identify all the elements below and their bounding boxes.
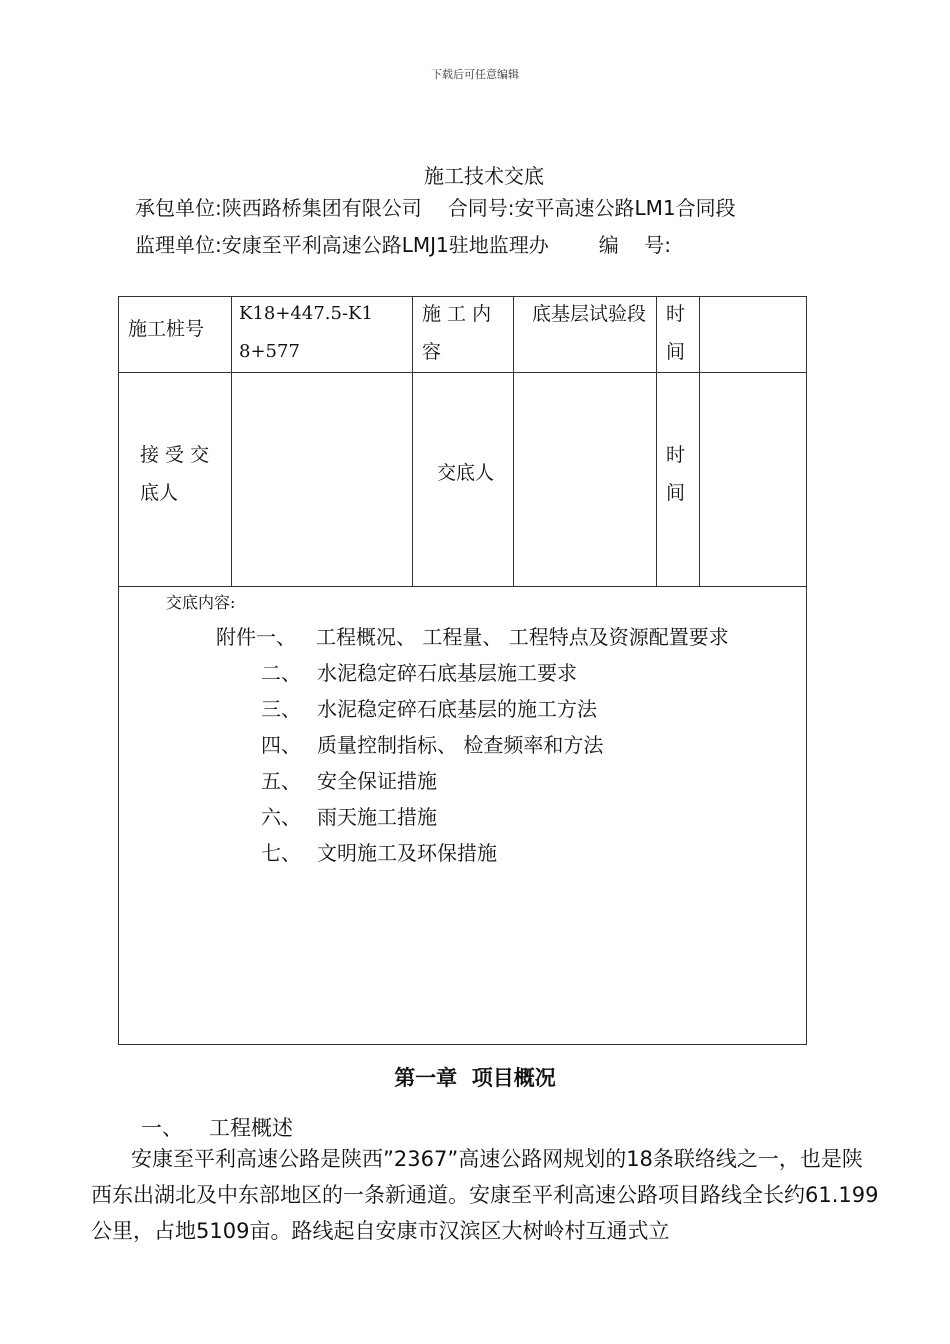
supervisor-value: 安康至平利高速公路LMJ1驻地监理办	[221, 233, 549, 257]
content-value: 底基层试验段	[532, 303, 647, 325]
list-item: 附件一、 工程概况、 工程量、 工程特点及资源配置要求	[216, 625, 729, 649]
number-label: 编 号:	[598, 233, 671, 257]
table-row-divider	[118, 372, 807, 373]
table-col-divider	[699, 296, 700, 586]
list-item: 二、 水泥稳定碎石底基层施工要求	[261, 661, 577, 685]
supervisor-label: 监理单位:	[135, 233, 222, 257]
contract-no-label: 合同号:	[447, 196, 515, 220]
table-col-divider	[412, 296, 413, 586]
document-title: 施工技术交底	[424, 164, 544, 188]
table-col-divider	[513, 296, 514, 586]
contractor-label: 承包单位:	[135, 196, 222, 220]
table-border-bottom	[118, 1044, 807, 1045]
content-label: 施 工 内 容	[422, 303, 492, 363]
header-line-contractor	[135, 192, 736, 221]
page-banner: 下载后可任意编辑	[431, 68, 519, 81]
list-item: 七、 文明施工及环保措施	[261, 841, 497, 865]
body-paragraph: 安康至平利高速公路是陕西”2367”高速公路网规划的18条联络线之一，也是陕西东出湖北及中东部地区的一条新通道。安康至平利高速公路项目路线全长约61.199公里，占地5109亩。路线起自安康市汉滨区大树岭村互通式立	[91, 1147, 879, 1243]
receiver-label: 接 受 交 底人	[140, 444, 210, 504]
discloser-label: 交底人	[437, 462, 495, 484]
header-line-supervisor	[135, 229, 671, 258]
disclosure-content-label: 交底内容:	[166, 593, 236, 612]
station-value: K18+447.5-K18+577	[239, 303, 373, 362]
chapter-title: 第一章 项目概况	[394, 1066, 556, 1090]
disclosure-form-table	[118, 296, 807, 1045]
table-col-divider	[231, 296, 232, 586]
station-label: 施工桩号	[128, 318, 205, 340]
time-label: 时间	[666, 303, 686, 363]
list-item: 五、 安全保证措施	[261, 769, 437, 793]
list-item: 三、 水泥稳定碎石底基层的施工方法	[261, 697, 597, 721]
list-item: 四、 质量控制指标、 检查频率和方法	[261, 733, 604, 757]
table-col-divider	[656, 296, 657, 586]
section-title: 工程概述	[209, 1116, 293, 1140]
contractor-value: 陕西路桥集团有限公司	[221, 196, 422, 220]
contract-no-value: 安平高速公路LM1合同段	[514, 196, 736, 220]
section-heading	[141, 1112, 293, 1142]
table-row-divider	[118, 586, 807, 587]
table-border-left	[118, 296, 119, 1045]
table-border-right	[806, 296, 807, 1045]
time-label-2: 时间	[666, 444, 686, 504]
section-number: 一、	[141, 1116, 183, 1140]
list-item: 六、 雨天施工措施	[261, 805, 437, 829]
